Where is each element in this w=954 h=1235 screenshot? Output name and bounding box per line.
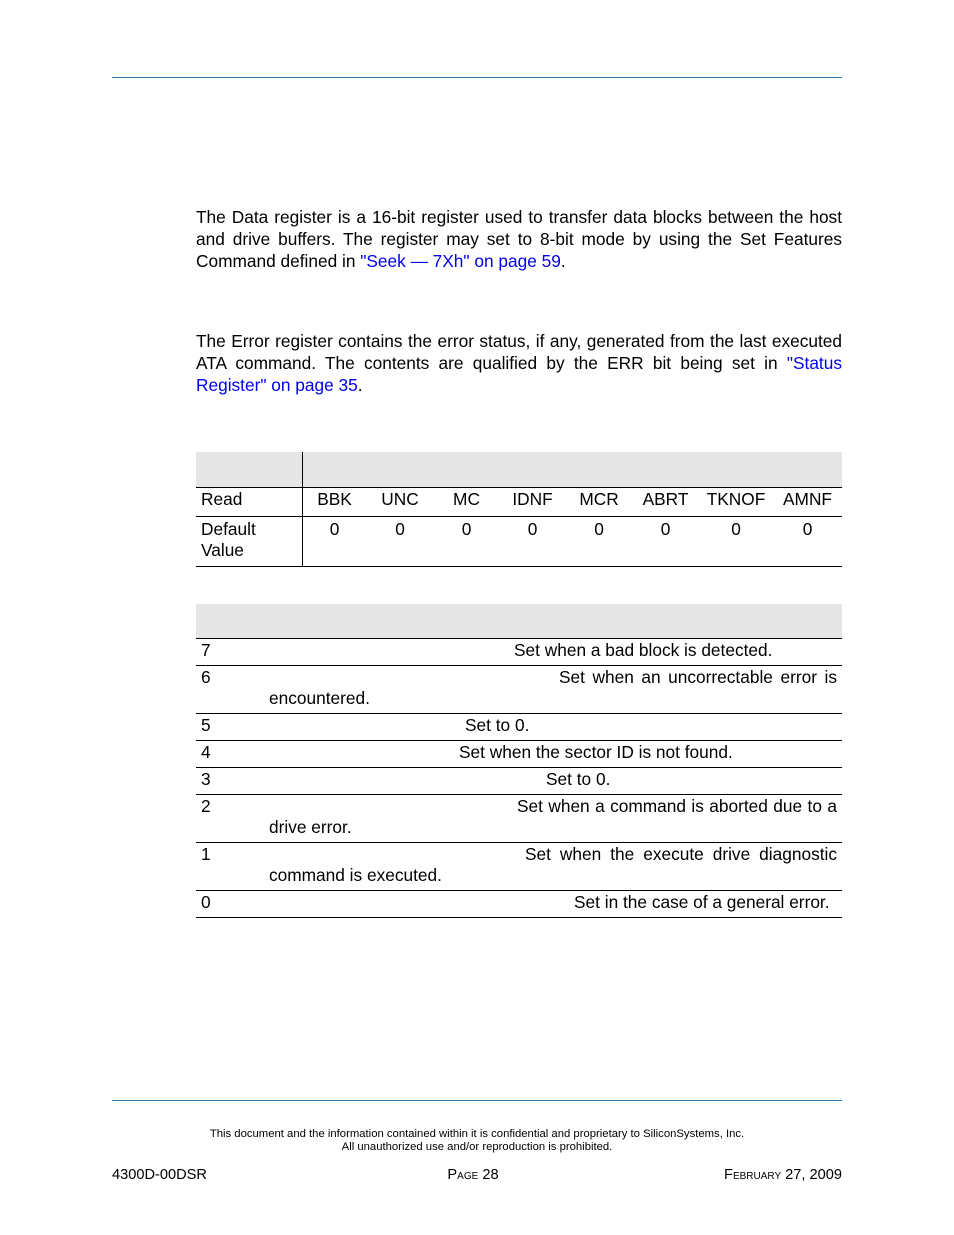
bit-description: Set when an uncorrectable error is encountered.	[269, 667, 837, 708]
bit-row-6	[196, 666, 842, 714]
default-bit-5: 0	[434, 517, 499, 567]
bit-number: 3	[196, 768, 269, 795]
bit-number: 7	[196, 639, 269, 666]
page-number: Page 28	[447, 1167, 499, 1183]
read-bit-6: UNC	[366, 488, 434, 517]
header-rule	[112, 77, 842, 78]
bit-description: Set when the execute drive diagnostic command is executed.	[269, 844, 837, 885]
document-date: February 27, 2009	[724, 1167, 842, 1183]
read-bit-7: BBK	[303, 488, 367, 517]
error-register-text: The Error register contains the error status, if any, generated from the last executed ATA command. The contents are qualified by the ERR bit being set in	[196, 331, 842, 373]
default-bit-6: 0	[366, 517, 434, 567]
error-register-bit-table	[196, 452, 842, 567]
bit-row-3	[196, 768, 842, 795]
default-bit-4: 0	[499, 517, 566, 567]
default-bit-0: 0	[773, 517, 842, 567]
read-bit-4: IDNF	[499, 488, 566, 517]
error-register-end: .	[357, 375, 363, 395]
confidentiality-notice-line-2: All unauthorized use and/or reproduction is prohibited.	[341, 1141, 613, 1153]
default-bit-2: 0	[632, 517, 699, 567]
bit-description: Set when a bad block is detected.	[514, 640, 773, 660]
bit-number: 0	[196, 891, 269, 918]
bit-table-header	[196, 604, 842, 639]
read-row	[196, 488, 842, 517]
bit-number: 2	[196, 795, 269, 843]
bit-number: 1	[196, 843, 269, 891]
bit-description: Set when the sector ID is not found.	[459, 742, 733, 762]
bit-description: Set to 0.	[546, 769, 611, 789]
bit-description: Set in the case of a general error.	[574, 892, 830, 912]
read-bit-3: MCR	[566, 488, 632, 517]
bit-number: 5	[196, 714, 269, 741]
register-header-label-cell	[196, 452, 303, 488]
bit-table-header-desc-cell	[269, 604, 842, 639]
default-bit-3: 0	[566, 517, 632, 567]
bit-row-7	[196, 639, 842, 666]
bit-row-4	[196, 741, 842, 768]
default-bit-1: 0	[699, 517, 773, 567]
bit-row-5	[196, 714, 842, 741]
confidentiality-notice-line-1: This document and the information contained within it is confidential and proprietary to SiliconSystems, Inc.	[209, 1128, 745, 1140]
data-register-text: The Data register is a 16-bit register used to transfer data blocks between the host and drive buffers. The register may set to 8-bit mode by using the Set Features Command defined in	[196, 207, 842, 271]
error-register-paragraph	[196, 330, 842, 396]
bit-row-1	[196, 843, 842, 891]
bit-table-header-bit-cell	[196, 604, 269, 639]
bit-row-2	[196, 795, 842, 843]
data-register-end: .	[560, 251, 566, 271]
error-bit-description-table	[196, 604, 842, 918]
bit-description: Set to 0.	[465, 715, 530, 735]
bit-row-0	[196, 891, 842, 918]
default-value-row	[196, 517, 842, 567]
read-bit-2: ABRT	[632, 488, 699, 517]
status-register-link[interactable]: "Status Register" on page 35	[196, 353, 842, 395]
read-bit-1: TKNOF	[699, 488, 773, 517]
default-bit-7: 0	[303, 517, 367, 567]
bit-number: 6	[196, 666, 269, 714]
register-header-bits-cell	[303, 452, 843, 488]
seek-command-link[interactable]: "Seek — 7Xh" on page 59	[360, 251, 561, 271]
read-bit-5: MC	[434, 488, 499, 517]
bit-number: 4	[196, 741, 269, 768]
read-bit-0: AMNF	[773, 488, 842, 517]
data-register-paragraph	[196, 206, 842, 272]
footer-rule	[112, 1100, 842, 1101]
read-label: Read	[196, 488, 303, 517]
bit-description: Set when a command is aborted due to a drive error.	[269, 796, 837, 837]
default-value-label: Default Value	[196, 517, 303, 567]
document-number: 4300D-00DSR	[112, 1167, 207, 1183]
register-table-header	[196, 452, 842, 488]
